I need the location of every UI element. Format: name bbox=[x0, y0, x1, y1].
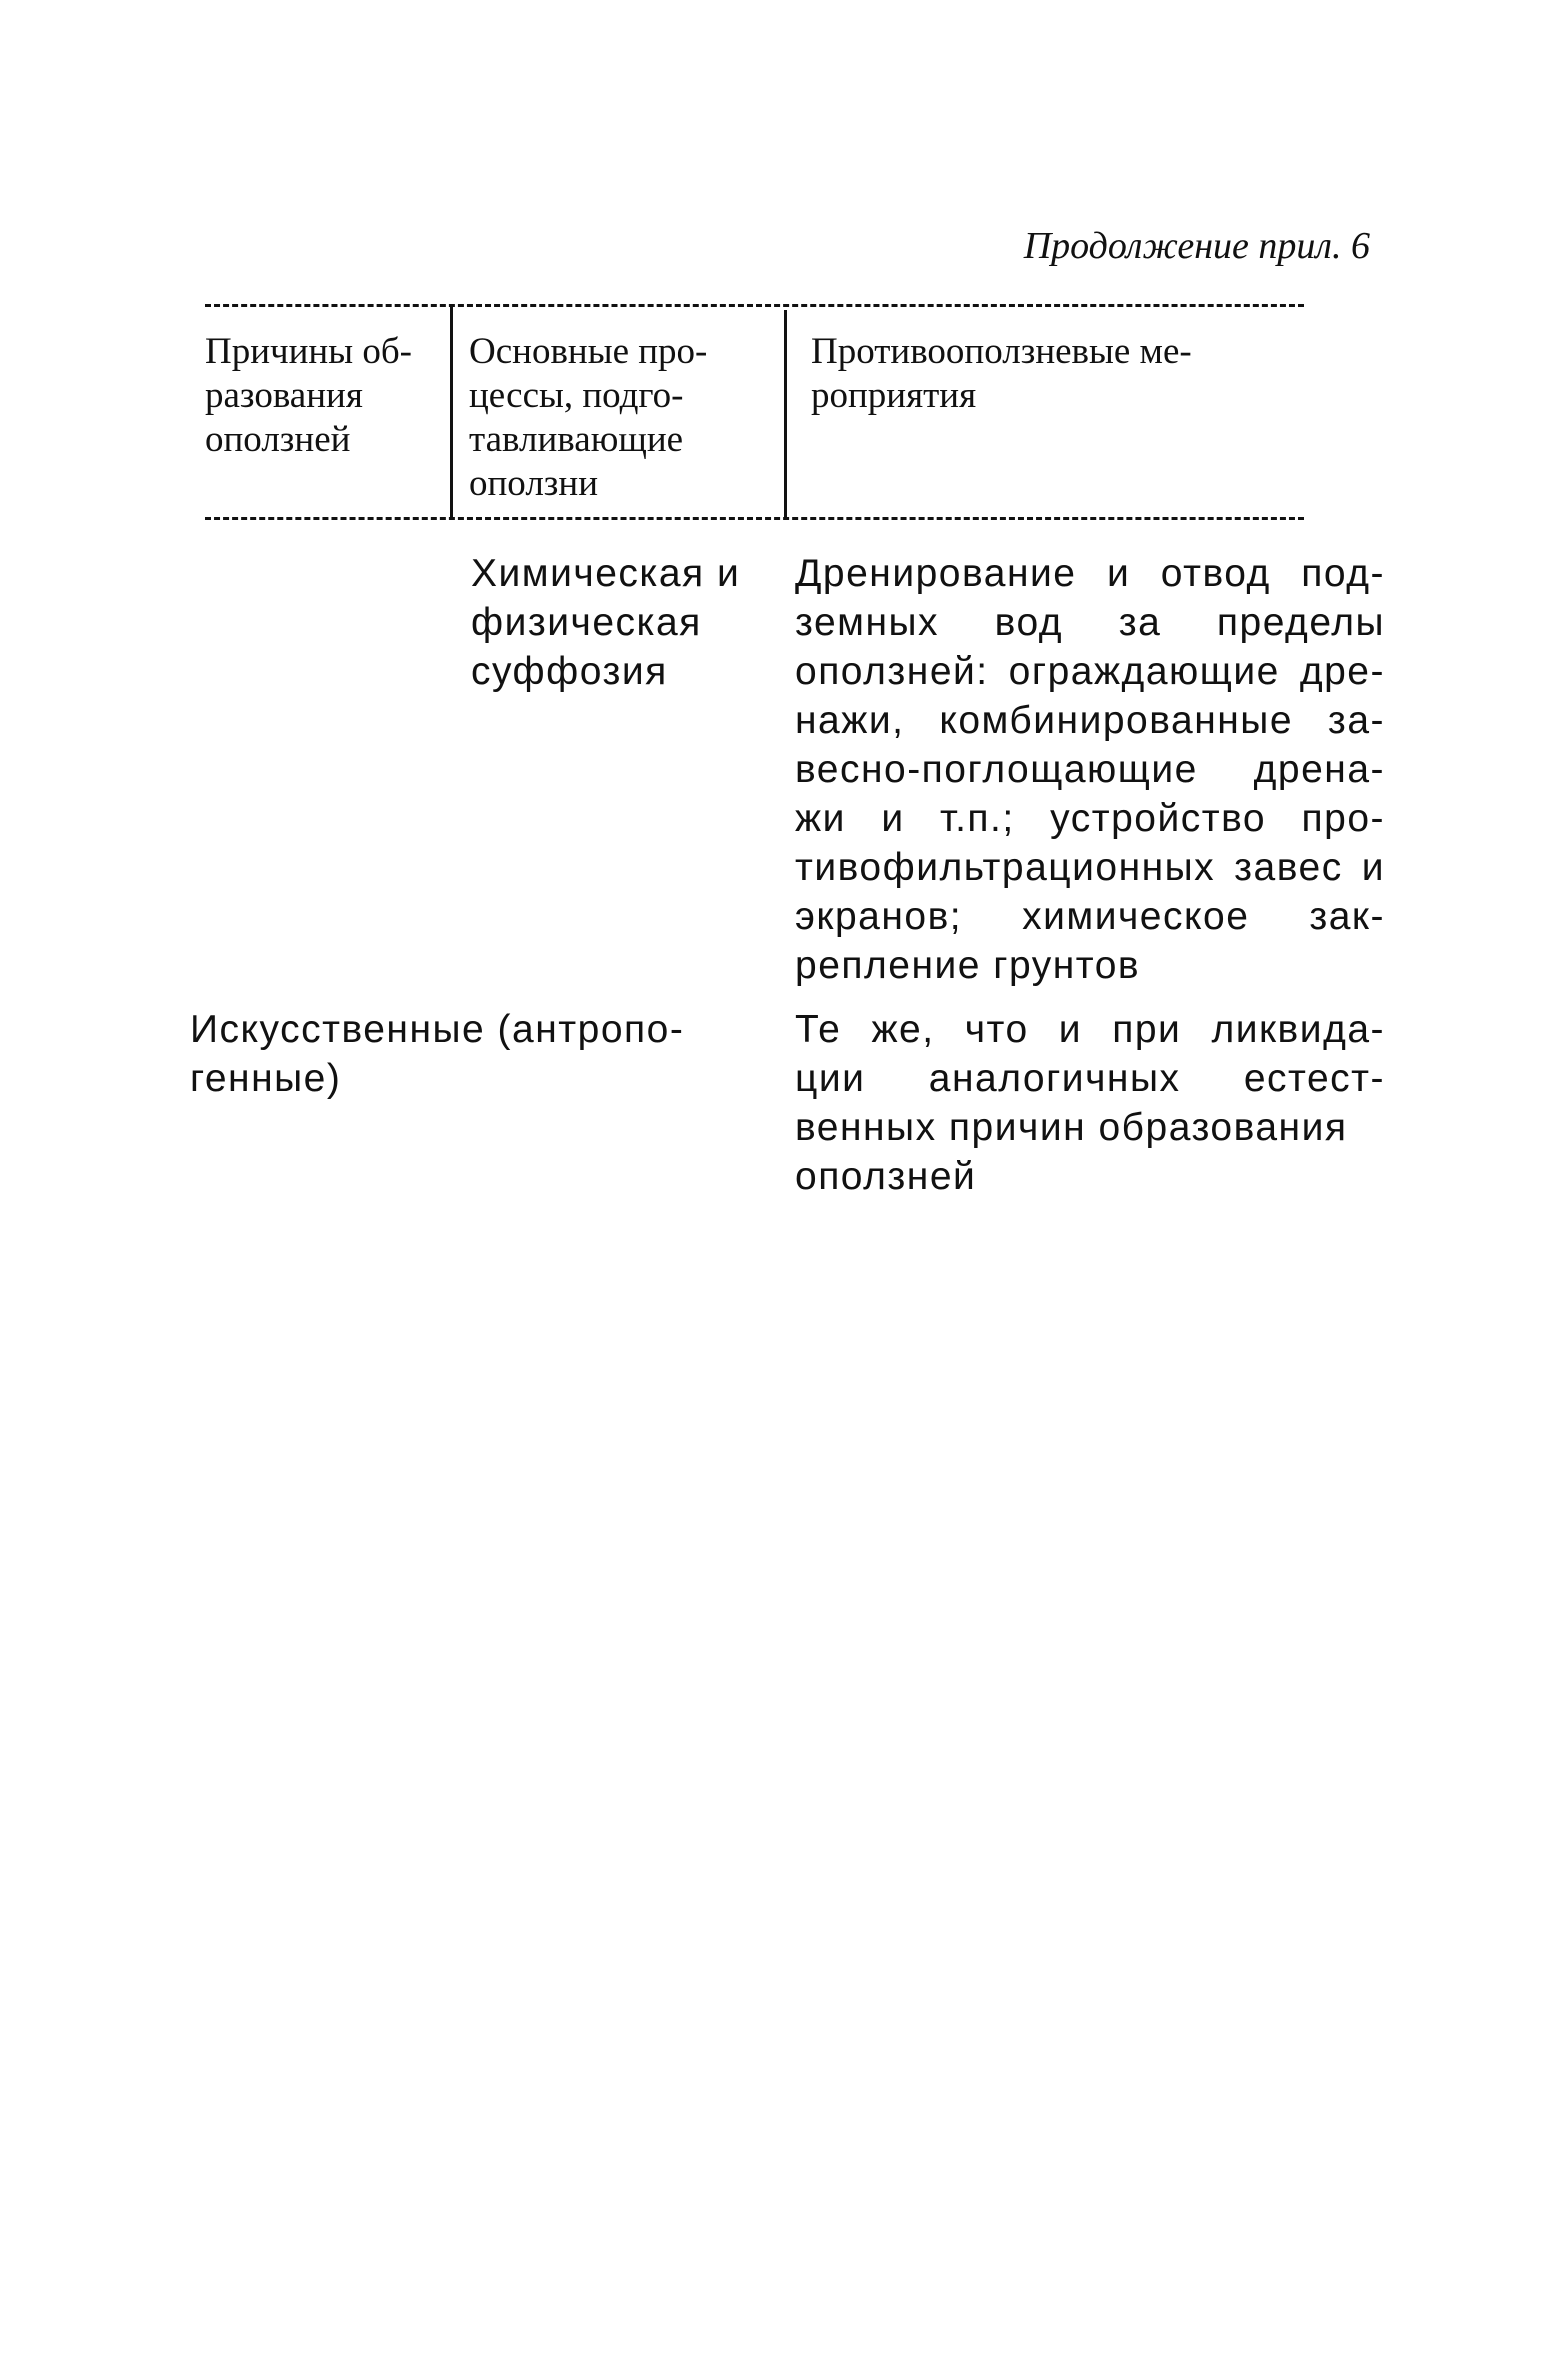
cell-line: оползней bbox=[795, 1155, 977, 1198]
header-line: Причины об- bbox=[205, 331, 412, 372]
cell-line: суффозия bbox=[471, 650, 668, 693]
header-line: цессы, подго- bbox=[469, 375, 684, 416]
cell-line: весно-поглощающие дрена- bbox=[795, 748, 1385, 791]
header-measures bbox=[811, 330, 1301, 418]
table-header-bottom-rule bbox=[205, 517, 1304, 520]
row1-process-cell bbox=[471, 549, 771, 696]
cell-line: Дренирование и отвод под- bbox=[795, 552, 1385, 595]
table-top-rule bbox=[205, 304, 1304, 307]
cell-line: жи и т.п.; устройство про- bbox=[795, 797, 1385, 840]
column-divider-1 bbox=[450, 304, 453, 519]
header-line: оползней bbox=[205, 419, 351, 460]
cell-line: Те же, что и при ликвида- bbox=[795, 1008, 1385, 1051]
header-line: Основные про- bbox=[469, 331, 708, 372]
cell-line: физическая bbox=[471, 601, 702, 644]
cell-line: Химическая и bbox=[471, 552, 741, 595]
cell-line: нажи, комбинированные за- bbox=[795, 699, 1385, 742]
header-line: Противооползневые ме- bbox=[811, 331, 1192, 372]
header-line: роприятия bbox=[811, 375, 977, 416]
running-head: Продолжение прил. 6 bbox=[1023, 225, 1370, 267]
cell-line: Искусственные (антропо- bbox=[190, 1008, 685, 1051]
row1-measures-cell bbox=[795, 549, 1385, 990]
cell-line: тивофильтрационных завес и bbox=[795, 846, 1385, 889]
cell-line: ции аналогичных естест- bbox=[795, 1057, 1385, 1100]
cell-line: генные) bbox=[190, 1057, 342, 1100]
header-causes bbox=[205, 330, 445, 462]
cell-line: земных вод за пределы bbox=[795, 601, 1385, 644]
cell-line: оползней: ограждающие дре- bbox=[795, 650, 1385, 693]
row2-cause-cell bbox=[190, 1005, 730, 1103]
cell-line: экранов; химическое зак- bbox=[795, 895, 1385, 938]
header-line: разования bbox=[205, 375, 363, 416]
header-line: тавливающие bbox=[469, 419, 684, 460]
cell-line: венных причин образования bbox=[795, 1106, 1348, 1149]
cell-line: репление грунтов bbox=[795, 944, 1141, 987]
header-processes bbox=[469, 330, 769, 506]
row2-measures-cell bbox=[795, 1005, 1385, 1201]
header-line: оползни bbox=[469, 463, 598, 504]
column-divider-2 bbox=[784, 310, 787, 518]
